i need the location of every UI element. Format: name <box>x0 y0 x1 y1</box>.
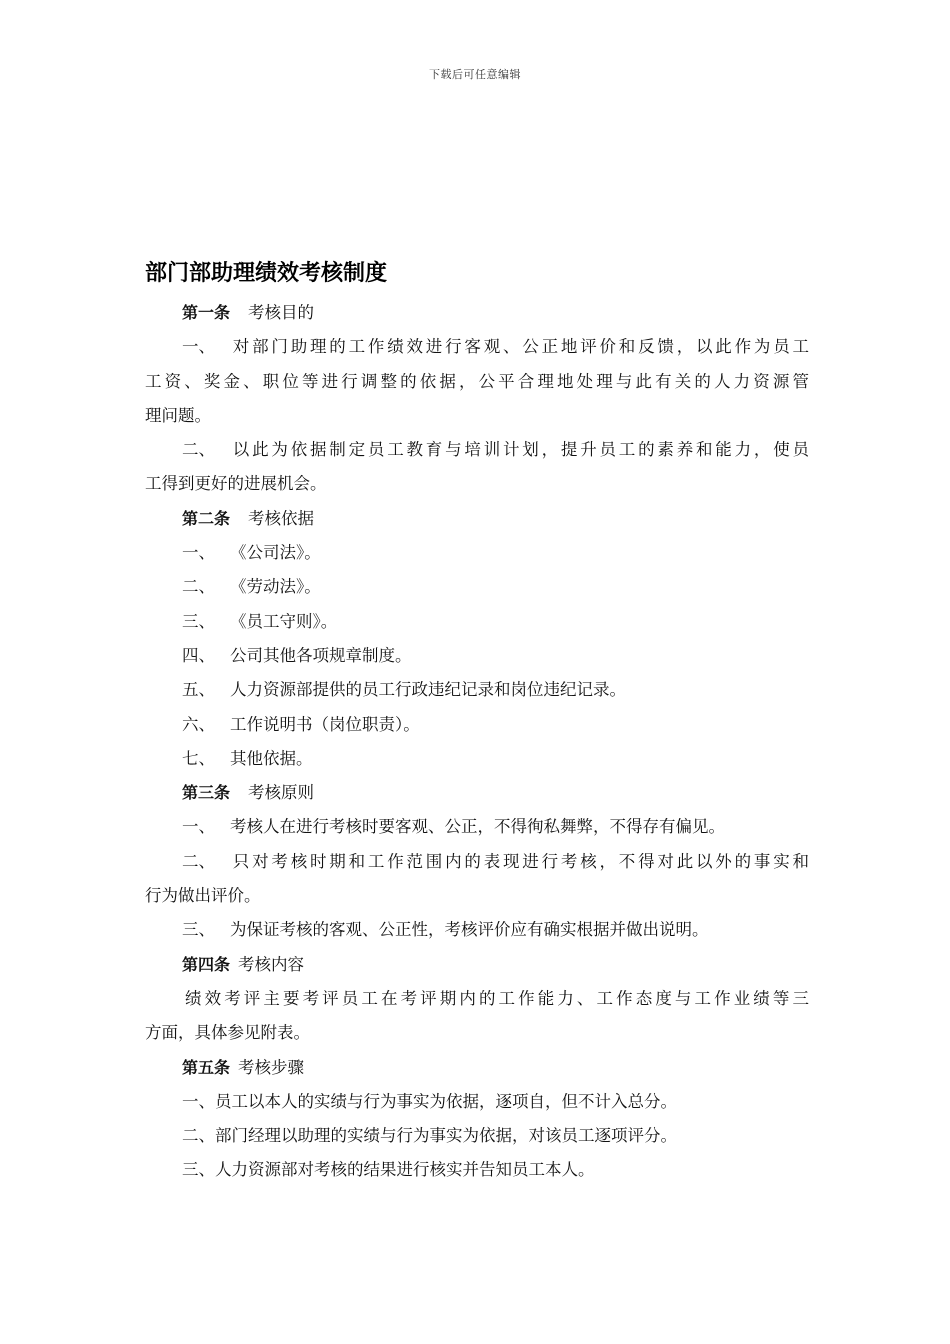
item-text: 公司其他各项规章制度。 <box>230 645 412 665</box>
item-marker: 一、 <box>182 337 215 357</box>
item-text: 考核人在进行考核时要客观、公正，不得徇私舞弊，不得存有偏见。 <box>230 817 725 837</box>
section-name: 考核步骤 <box>238 1057 305 1077</box>
item-text: 《公司法》。 <box>230 543 321 563</box>
section-number: 第二条 <box>182 508 231 528</box>
clause-text: 以此为依据制定员工教育与培训计划，提升员工的素养和能力，使员 <box>230 440 809 460</box>
item-marker: 三、 <box>182 920 215 940</box>
item-marker: 四、 <box>182 645 215 665</box>
section-heading-1 <box>145 296 809 330</box>
section-heading-5 <box>145 1051 809 1085</box>
item-text: 《劳动法》。 <box>230 577 321 597</box>
list-item <box>145 913 809 947</box>
clause-line <box>145 845 809 879</box>
list-item <box>145 673 809 707</box>
section-number: 第五条 <box>182 1057 231 1077</box>
list-item <box>145 570 809 604</box>
item-marker: 一、 <box>182 817 215 837</box>
clause-line: 方面，具体参见附表。 <box>145 1023 310 1043</box>
clause-text: 只对考核时期和工作范围内的表现进行考核，不得对此以外的事实和 <box>230 851 809 871</box>
section-number: 第四条 <box>182 954 231 974</box>
document-body <box>145 252 809 1188</box>
page-header-note: 下载后可任意编辑 <box>429 68 521 81</box>
clause-line: 工得到更好的进展机会。 <box>145 474 327 494</box>
document-title: 部门部助理绩效考核制度 <box>145 261 388 286</box>
section-heading-2 <box>145 502 809 536</box>
list-item <box>145 605 809 639</box>
section-heading-3 <box>145 776 809 810</box>
section-name: 考核内容 <box>238 954 305 974</box>
item-marker: 一、 <box>182 543 215 563</box>
clause-line: 行为做出评价。 <box>145 886 261 906</box>
list-item <box>145 742 809 776</box>
list-item: 三、人力资源部对考核的结果进行核实并告知员工本人。 <box>182 1160 595 1180</box>
item-text: 工作说明书（岗位职责）。 <box>230 714 420 734</box>
section-heading-4 <box>145 948 809 982</box>
section-number: 第一条 <box>182 303 231 322</box>
list-item <box>145 639 809 673</box>
clause-line <box>145 330 809 364</box>
clause-line <box>145 433 809 467</box>
list-item: 二、部门经理以助理的实绩与行为事实为依据，对该员工逐项评分。 <box>182 1126 677 1146</box>
section-number: 第三条 <box>182 783 231 803</box>
item-marker: 六、 <box>182 714 215 734</box>
clause-line: 理问题。 <box>145 405 211 425</box>
list-item <box>145 810 809 844</box>
item-text: 《员工守则》。 <box>230 611 338 631</box>
item-marker: 七、 <box>182 748 215 768</box>
section-name: 考核目的 <box>248 303 315 322</box>
item-text: 人力资源部提供的员工行政违纪记录和岗位违纪记录。 <box>230 680 626 700</box>
section-name: 考核原则 <box>248 783 315 803</box>
clause-line: 绩效考评主要考评员工在考评期内的工作能力、工作态度与工作业绩等三 <box>185 988 809 1008</box>
item-marker: 二、 <box>182 577 215 597</box>
item-marker: 二、 <box>182 440 215 460</box>
item-text: 其他依据。 <box>230 748 313 768</box>
clause-text: 对部门助理的工作绩效进行客观、公正地评价和反馈，以此作为员工 <box>230 337 809 357</box>
item-marker: 三、 <box>182 611 215 631</box>
item-marker: 二、 <box>182 851 215 871</box>
list-item <box>145 708 809 742</box>
item-text: 为保证考核的客观、公正性，考核评价应有确实根据并做出说明。 <box>230 920 709 940</box>
list-item: 一、员工以本人的实绩与行为事实为依据，逐项自，但不计入总分。 <box>182 1091 677 1111</box>
section-name: 考核依据 <box>248 508 315 528</box>
item-marker: 五、 <box>182 680 215 700</box>
clause-line: 工资、奖金、职位等进行调整的依据，公平合理地处理与此有关的人力资源管 <box>145 371 809 391</box>
list-item <box>145 536 809 570</box>
